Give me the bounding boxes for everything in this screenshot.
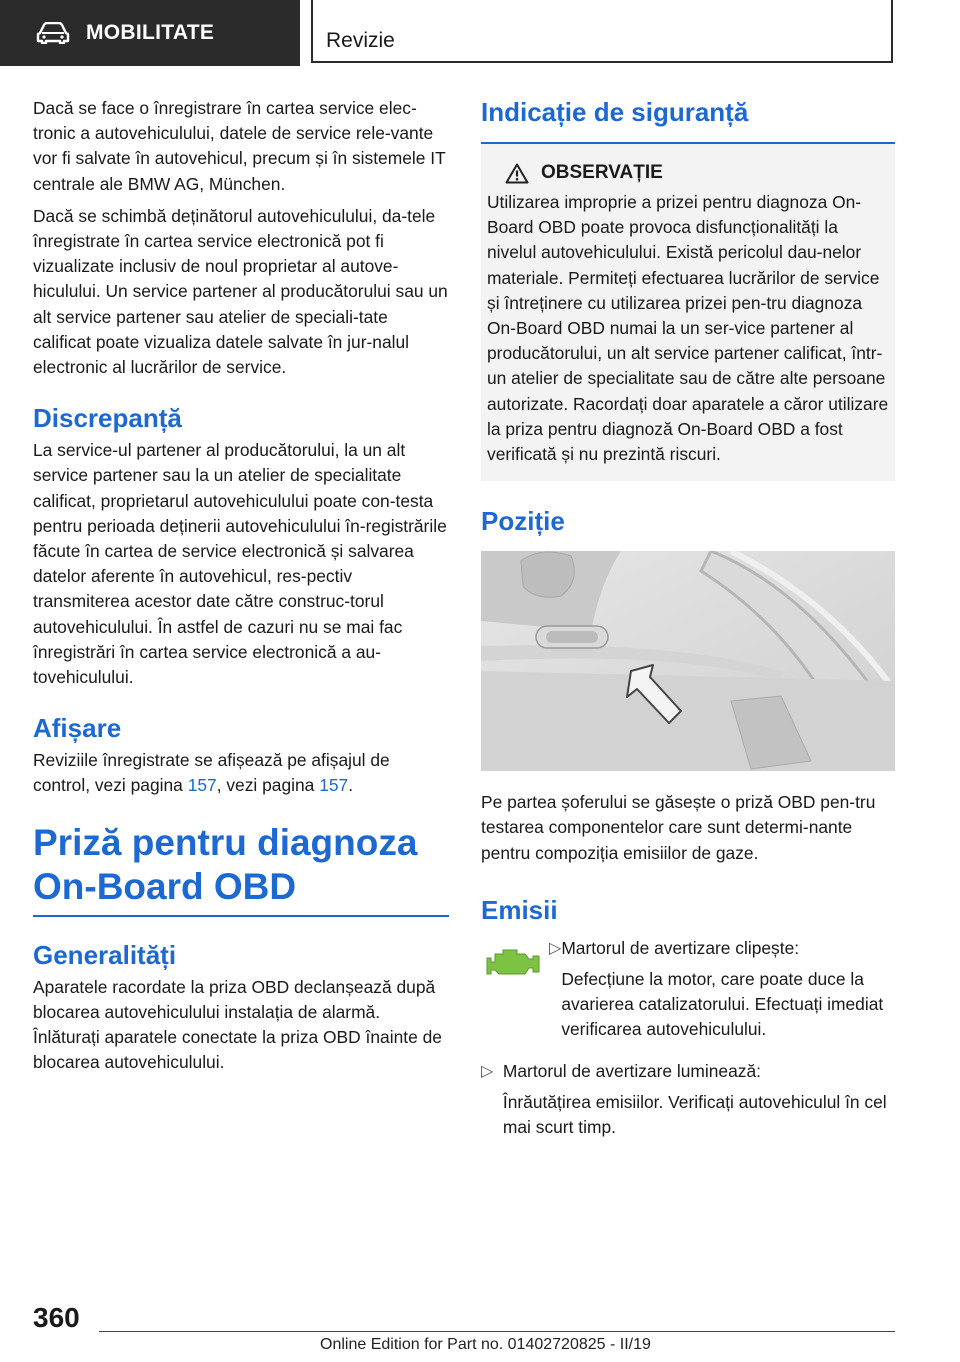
warning-box bbox=[481, 144, 895, 481]
right-column bbox=[481, 96, 895, 1140]
emisii-list bbox=[481, 936, 895, 1140]
paragraph: Dacă se face o înregistrare în cartea service elec-tronic a autovehiculului, datele de service rele-vante vor fi salvate în autovehicul, precum și în sistemele IT centrale ale BMW AG, München. bbox=[33, 98, 446, 194]
warning-text: Utilizarea improprie a prizei pentru diagnoza On-Board OBD poate provoca disfuncționalități la nivelul autovehiculului. Există pericolul dau-nelor materiale. Permiteți efectuarea lucrărilor de service și întreținere cu utilizarea prizei pen-tru diagnoza On-Board OBD numai la un ser-vice partener al producătorului, un alt service partener calificat, într-un atelier de specialitate sau de către alte persoane autorizate. Racordați doar aparatele a căror utilizare la priza pentru diagnoză On-Board OBD a fost verificată și nu prezintă riscuri. bbox=[487, 192, 889, 465]
warning-triangle-icon bbox=[505, 163, 529, 184]
left-column bbox=[33, 96, 449, 1075]
paragraph-afisare bbox=[33, 748, 449, 798]
heading-generalitati: Generalități bbox=[33, 939, 177, 970]
bullet-text: Înrăutățirea emisiilor. Verificați autovehiculul în cel mai scurt timp. bbox=[502, 1091, 887, 1138]
heading-pozitie: Poziție bbox=[481, 506, 565, 537]
bullet-triangle-icon: ▷ bbox=[549, 939, 562, 957]
heading-obd: Priză pentru diagnoza On-Board OBD bbox=[33, 821, 418, 907]
section-label: MOBILITATE bbox=[86, 21, 215, 44]
warning-label: OBSERVAȚIE bbox=[541, 162, 663, 183]
car-icon bbox=[36, 22, 70, 44]
list-item bbox=[549, 936, 895, 1043]
text-span: , vezi pagina bbox=[216, 775, 320, 796]
bullet-head: Martorul de avertizare clipește: bbox=[561, 937, 800, 958]
section-tab[interactable] bbox=[0, 0, 300, 66]
page-link[interactable]: 157 bbox=[319, 775, 349, 796]
heading-siguranta: Indicație de siguranță bbox=[481, 97, 749, 127]
footer-rule bbox=[99, 1331, 895, 1332]
page-number: 360 bbox=[33, 1302, 80, 1333]
chapter-tab[interactable] bbox=[311, 0, 893, 63]
list-item bbox=[481, 1059, 895, 1141]
heading-emisii: Emisii bbox=[481, 894, 558, 925]
paragraph: Aparatele racordate la priza OBD declanșează după blocarea autovehiculului instalația de alarmă. Înlăturați aparatele conectate la priza OBD înainte de blocarea autovehiculului. bbox=[33, 976, 442, 1073]
text-span: Reviziile înregistrate se afișează pe afișajul de control, vezi pagina bbox=[33, 750, 390, 796]
bullet-text: Defecțiune la motor, care poate duce la avarierea catalizatorului. Efectuați imediat verificarea autovehiculului. bbox=[561, 969, 884, 1040]
paragraph: Dacă se schimbă deținătorul autovehiculului, da-tele înregistrate în cartea service electronică pot fi vizualizate inclusiv de noul proprietar al autove-hiculului. Un service partener al producătorului sau un alt service partener sau atelier de speciali-tate calificat poate vizualiza datele salvate în jur-nalul electronic al lucrărilor de service. bbox=[33, 205, 448, 378]
paragraph: La service-ul partener al producătorului, la un alt service partener sau la un atelier de specialitate calificat, proprietarul autovehiculului poate con-testa pentru perioada deținerii autovehiculului în-registrările făcute în cartea de service electronică și salvarea datelor aferente în autovehicul, res-pectiv transmiterea acestor date către construc-torul autovehiculului. În astfel de cazuri nu se mai fac înregistrări în cartea service electronică a au-tovehiculului. bbox=[33, 440, 447, 688]
bullet-head: Martorul de avertizare luminează: bbox=[502, 1060, 761, 1081]
footer-edition: Online Edition for Part no. 01402720825 - II/19 bbox=[320, 1336, 651, 1353]
heading-discrepanta: Discrepanță bbox=[33, 403, 182, 434]
chapter-label: Revizie bbox=[326, 29, 395, 52]
page-link[interactable]: 157 bbox=[187, 775, 217, 796]
bullet-triangle-icon: ▷ bbox=[481, 1062, 494, 1080]
text-span: . bbox=[348, 775, 354, 796]
obd-location-photo bbox=[481, 551, 895, 771]
heading-afisare: Afișare bbox=[33, 713, 122, 744]
paragraph: Pe partea șoferului se găsește o priză OBD pen-tru testarea componentelor care sunt determi-nante pentru compoziția emisiilor de gaze. bbox=[481, 792, 876, 863]
engine-check-icon bbox=[485, 946, 543, 980]
